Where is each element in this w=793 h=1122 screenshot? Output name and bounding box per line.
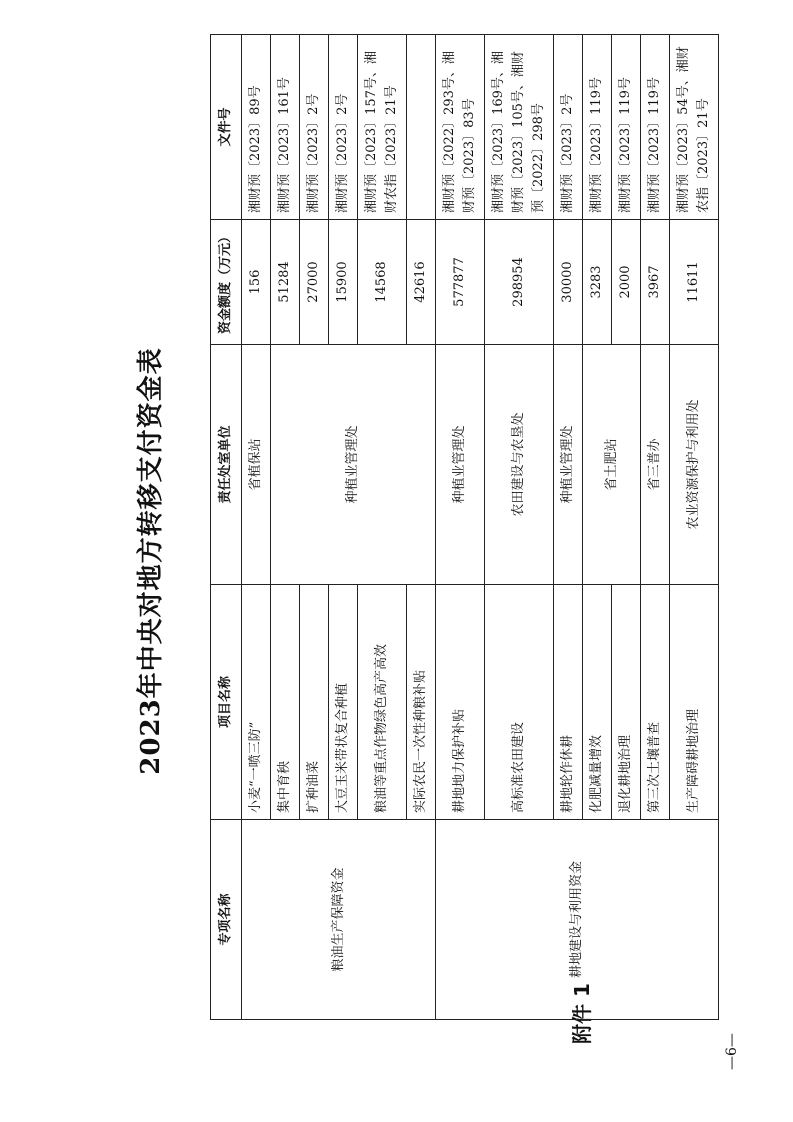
unit-cell: 农业资源保护与利用处 bbox=[670, 345, 719, 585]
project-cell: 实际农民一次性种粮补贴 bbox=[407, 585, 436, 820]
unit-cell: 种植业管理处 bbox=[271, 345, 436, 585]
amount-cell: 11611 bbox=[670, 220, 719, 345]
amount-cell: 298954 bbox=[485, 220, 554, 345]
project-cell: 耕地轮作休耕 bbox=[554, 585, 583, 820]
project-cell: 粮油等重点作物绿色高产高效 bbox=[358, 585, 407, 820]
doc-cell: 湘财预〔2023〕119号 bbox=[612, 35, 641, 220]
project-cell: 退化耕地治理 bbox=[612, 585, 641, 820]
unit-cell: 种植业管理处 bbox=[554, 345, 583, 585]
project-cell: 小麦“一喷三防” bbox=[242, 585, 271, 820]
doc-cell: 湘财预〔2023〕89号 bbox=[242, 35, 271, 220]
amount-cell: 15900 bbox=[329, 220, 358, 345]
project-cell: 第三次土壤普查 bbox=[641, 585, 670, 820]
doc-cell: 湘财预〔2023〕2号 bbox=[329, 35, 358, 220]
amount-cell: 51284 bbox=[271, 220, 300, 345]
amount-cell: 3967 bbox=[641, 220, 670, 345]
amount-cell: 577877 bbox=[436, 220, 485, 345]
doc-cell: 湘财预〔2022〕293号、湘财预〔2023〕83号 bbox=[436, 35, 485, 220]
project-cell: 扩种油菜 bbox=[300, 585, 329, 820]
doc-cell: 湘财预〔2023〕2号 bbox=[300, 35, 329, 220]
doc-cell: 湘财预〔2023〕119号 bbox=[641, 35, 670, 220]
unit-cell: 省土肥站 bbox=[583, 345, 641, 585]
table-row bbox=[242, 35, 271, 1020]
category-cell: 耕地建设与利用资金 bbox=[436, 820, 719, 1020]
category-cell: 粮油生产保障资金 bbox=[242, 820, 436, 1020]
header-project: 项目名称 bbox=[211, 585, 242, 820]
unit-cell: 省植保站 bbox=[242, 345, 271, 585]
amount-cell: 30000 bbox=[554, 220, 583, 345]
project-cell: 耕地地力保护补贴 bbox=[436, 585, 485, 820]
amount-cell: 3283 bbox=[583, 220, 612, 345]
project-cell: 大豆玉米带状复合种植 bbox=[329, 585, 358, 820]
project-cell: 高标准农田建设 bbox=[485, 585, 554, 820]
header-doc: 文件号 bbox=[211, 35, 242, 220]
doc-cell: 湘财预〔2023〕2号 bbox=[554, 35, 583, 220]
doc-cell: 湘财预〔2023〕169号、湘财预〔2023〕105号、湘财预〔2022〕298号 bbox=[485, 35, 554, 220]
amount-cell: 14568 bbox=[358, 220, 407, 345]
project-cell: 化肥减量增效 bbox=[583, 585, 612, 820]
doc-cell: 湘财预〔2023〕54号、湘财农指〔2023〕21号 bbox=[670, 35, 719, 220]
amount-cell: 2000 bbox=[612, 220, 641, 345]
doc-cell: 湘财预〔2023〕119号 bbox=[583, 35, 612, 220]
project-cell: 生产障碍耕地治理 bbox=[670, 585, 719, 820]
unit-cell: 种植业管理处 bbox=[436, 345, 485, 585]
page-title: 2023年中央对地方转移支付资金表 bbox=[136, 347, 166, 775]
amount-cell: 42616 bbox=[407, 220, 436, 345]
page-number: —6— bbox=[724, 1033, 740, 1070]
table-header-row bbox=[211, 35, 242, 1020]
header-category: 专项名称 bbox=[211, 820, 242, 1020]
attachment-label: 附件 1 bbox=[570, 983, 594, 1044]
project-cell: 集中育秧 bbox=[271, 585, 300, 820]
header-amount: 资金额度（万元） bbox=[211, 220, 242, 345]
header-unit: 责任处室单位 bbox=[211, 345, 242, 585]
unit-cell: 农田建设与农垦处 bbox=[485, 345, 554, 585]
funds-table bbox=[210, 34, 719, 1020]
doc-cell: 湘财预〔2023〕157号、湘财农指〔2023〕21号 bbox=[358, 35, 407, 220]
unit-cell: 省三普办 bbox=[641, 345, 670, 585]
amount-cell: 27000 bbox=[300, 220, 329, 345]
doc-cell: 湘财预〔2023〕161号 bbox=[271, 35, 300, 220]
table-row bbox=[436, 35, 485, 1020]
doc-cell bbox=[407, 35, 436, 220]
amount-cell: 156 bbox=[242, 220, 271, 345]
